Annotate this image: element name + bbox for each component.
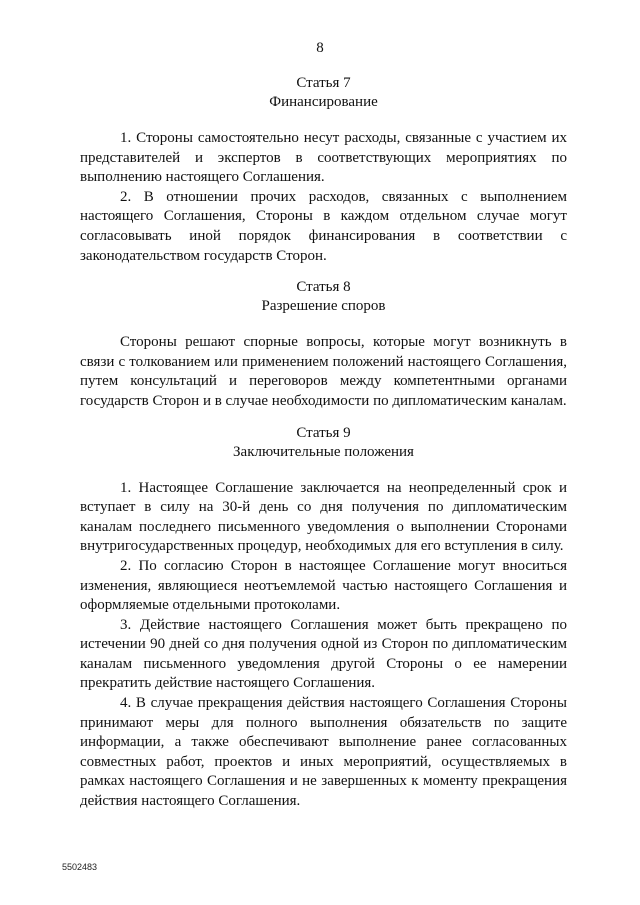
paragraph: 1. Стороны самостоятельно несут расходы, связанные с участием их представителей и экспертов в соответствующих мероприятиях по выполнению настоящего Соглашения.: [80, 130, 567, 186]
paragraph: 2. В отношении прочих расходов, связанных с выполнением настоящего Соглашения, Стороны в каждом отдельном случае могут согласовывать иной порядок финансирования в соответствии с законодательством государств Сторон.: [80, 188, 567, 264]
article-heading: [80, 74, 567, 112]
article-number: Статья 7: [296, 75, 351, 91]
article-heading: [80, 424, 567, 462]
paragraph: 3. Действие настоящего Соглашения может быть прекращено по истечении 90 дней со дня получения одной из Сторон по дипломатическим каналам письменного уведомления другой Стороны о ее намерении прекратить действие настоящего Соглашения.: [80, 616, 567, 692]
article-number: Статья 9: [296, 424, 351, 441]
article-7: [80, 74, 567, 266]
article-heading: [80, 278, 567, 316]
article-title: Заключительные положения: [233, 443, 414, 460]
document-code: 5502483: [62, 862, 98, 872]
article-title: Разрешение споров: [261, 298, 386, 315]
paragraph: Стороны решают спорные вопросы, которые могут возникнуть в связи с толкованием или применением положений настоящего Соглашения, путем консультаций и переговоров между компетентными органами государств Сторон и в случае необходимости по дипломатическим каналам.: [80, 334, 567, 409]
document-body: [80, 74, 567, 824]
paragraph: 1. Настоящее Соглашение заключается на неопределенный срок и вступает в силу на 30-й день со дня получения по дипломатическим каналам последнего письменного уведомления о выполнении Сторонами внутригосударственных процедур, необходимых для его вступления в силу.: [80, 479, 567, 555]
article-title: Финансирование: [269, 94, 378, 110]
paragraph: 2. По согласию Сторон в настоящее Соглашение могут вноситься изменения, являющиеся неотъемлемой частью настоящего Соглашения и оформляемые отдельными протоколами.: [80, 557, 567, 614]
article-9: [80, 424, 567, 812]
article-8: [80, 278, 567, 411]
article-number: Статья 8: [296, 279, 351, 296]
paragraph: 4. В случае прекращения действия настоящего Соглашения Стороны принимают меры для полного выполнения обязательств по защите информации, а также обеспечивают выполнение ранее согласованных совместных работ, проектов и иных мероприятий, осуществляемых в рамках настоящего Соглашения и не завершенных к моменту прекращения действия настоящего Соглашения.: [80, 695, 567, 810]
page-number: 8: [316, 40, 324, 56]
